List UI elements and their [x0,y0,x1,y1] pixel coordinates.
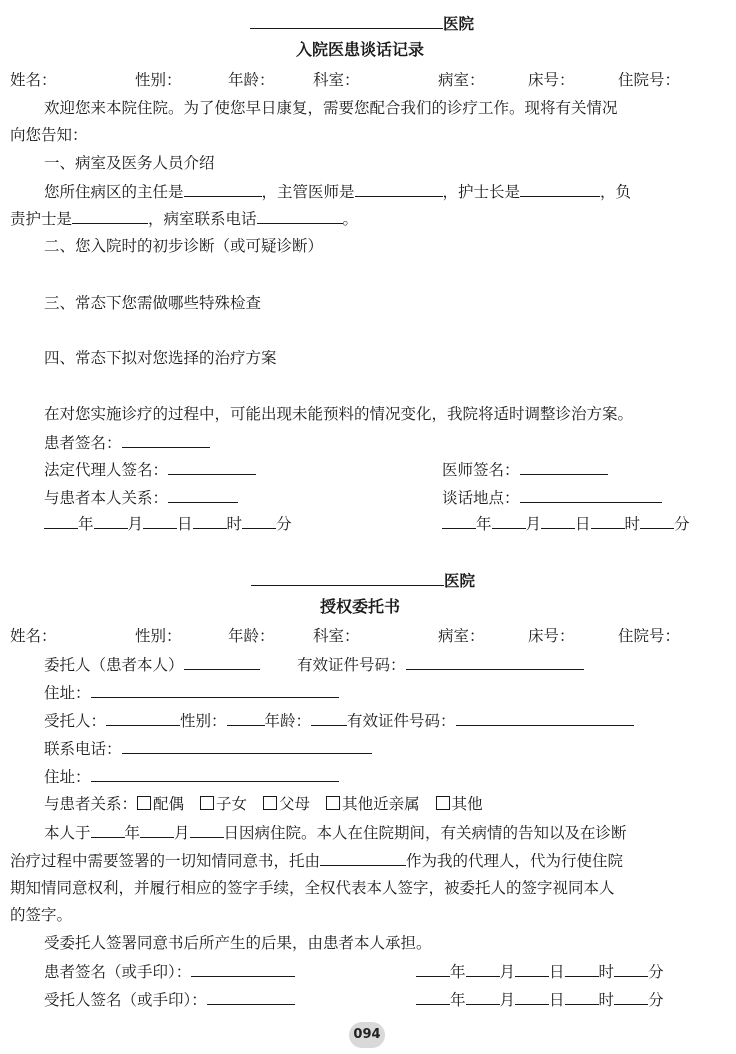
relation-options-row [44,794,483,814]
agent-name-blank[interactable] [106,710,180,726]
relation-blank[interactable] [168,487,238,503]
checkbox-icon[interactable] [263,796,277,810]
month-blank[interactable] [94,513,128,529]
relation-row [44,487,238,508]
section-1-heading: 一、病室及医务人员介绍 [44,154,215,172]
doctor-signature-row [442,459,608,480]
statement-line3: 期知情同意权利，并履行相应的签字手续，全权代表本人签字，被委托人的签字视同本人 [10,879,615,897]
field-name-label: 姓名： [10,71,57,89]
principal-label: 委托人（患者本人） [44,656,184,674]
patient-signature-label: 患者签名： [44,434,122,452]
field-ward-label: 病室： [438,627,485,645]
principal-id-row [297,654,584,675]
statement-prefix: 本人于 [44,824,91,842]
date-row-agent [416,989,664,1010]
hospital-suffix: 医院 [443,15,475,33]
year-label: 年 [450,963,466,981]
director-blank[interactable] [184,181,262,197]
minute-blank[interactable] [640,513,674,529]
checkbox-icon[interactable] [137,796,151,810]
date-row-patient [416,961,664,982]
minute-blank[interactable] [614,961,648,977]
adjustment-notice: 在对您实施诊疗的过程中，可能出现未能预料的情况变化，我院将适时调整诊治方案。 [44,405,634,423]
stmt-year-label: 年 [124,824,141,842]
year-blank[interactable] [44,513,78,529]
field-department-label: 科室： [313,71,360,89]
field-ward-label: 病室： [438,71,485,89]
agent-age-blank[interactable] [311,710,347,726]
head-nurse-blank[interactable] [520,181,600,197]
staff-period: 。 [342,210,359,228]
day-blank[interactable] [515,989,549,1005]
principal-row [44,654,260,675]
staff-intro-line2 [10,208,358,229]
authorization-title: 授权委托书 [320,597,401,616]
year-blank[interactable] [442,513,476,529]
option-children[interactable] [200,795,247,813]
field-admission-no-label: 住院号： [618,627,681,645]
ward-phone-blank[interactable] [257,208,343,224]
form-title: 入院医患谈话记录 [296,40,425,59]
year-blank[interactable] [416,961,450,977]
hospital-suffix-2: 医院 [444,572,476,590]
stmt-month-blank[interactable] [140,822,174,838]
option-other-relatives[interactable] [326,795,420,813]
stmt-year-blank[interactable] [91,822,125,838]
patient-signature-row [44,432,210,453]
option-spouse[interactable] [137,795,184,813]
agent-label: 受托人： [44,712,107,730]
talk-location-row [442,487,662,508]
principal-id-blank[interactable] [406,654,584,670]
hour-blank[interactable] [565,961,599,977]
option-parents[interactable] [263,795,310,813]
field-bed-label: 床号： [528,71,575,89]
welcome-paragraph-line2: 向您告知： [10,126,88,144]
agent-gender-blank[interactable] [227,710,265,726]
ward-phone-label: ，病室联系电话 [148,210,257,228]
field-name-label: 姓名： [10,627,57,645]
staff-director-label: 您所住病区的主任是 [44,183,184,201]
day-label: 日 [575,515,591,533]
patient-signature-label-2: 患者签名（或手印）： [44,963,192,981]
month-blank[interactable] [466,989,500,1005]
field-gender-label: 性别： [135,71,182,89]
principal-address-label: 住址： [44,684,91,702]
agent-address-label: 住址： [44,768,91,786]
minute-label: 分 [648,991,664,1009]
day-label: 日 [177,515,193,533]
option-label: 配偶 [153,795,185,813]
physician-blank[interactable] [355,181,443,197]
phone-blank[interactable] [122,738,372,754]
month-blank[interactable] [492,513,526,529]
statement-line2 [10,850,623,871]
section-2-heading: 二、您入院时的初步诊断（或可疑诊断） [44,237,324,255]
principal-blank[interactable] [184,654,260,670]
agent-address-row [44,766,339,787]
hospital-name-blank[interactable] [250,10,443,29]
patient-signature-blank-2[interactable] [191,961,295,977]
day-label: 日 [549,963,565,981]
doctor-signature-blank[interactable] [520,459,608,475]
stmt-day-blank[interactable] [190,822,224,838]
agent-signature-label: 受托人签名（或手印）： [44,991,207,1009]
minute-label: 分 [276,515,292,533]
agent-signature-row [44,989,295,1010]
relation-options-label: 与患者关系： [44,795,138,813]
year-label: 年 [476,515,492,533]
hour-label: 时 [624,515,641,533]
minute-label: 分 [674,515,690,533]
day-blank[interactable] [515,961,549,977]
minute-blank[interactable] [242,513,276,529]
welcome-paragraph-line1: 欢迎您来本院住院。为了使您早日康复，需要您配合我们的诊疗工作。现将有关情况 [44,99,618,117]
section-3-heading: 三、常态下您需做哪些特殊检查 [44,294,262,312]
day-blank[interactable] [143,513,177,529]
statement-line1 [44,822,627,843]
hour-blank[interactable] [193,513,227,529]
agent-address-blank[interactable] [91,766,339,782]
hour-label: 时 [598,991,615,1009]
hospital-name-line [250,10,474,34]
minute-label: 分 [648,963,664,981]
agent-gender-label: 性别： [180,712,227,730]
patient-signature-blank[interactable] [122,432,210,448]
guardian-signature-label: 法定代理人签名： [44,461,169,479]
month-label: 月 [525,515,542,533]
field-age-label: 年龄： [228,627,275,645]
phone-row [44,738,372,759]
doctor-signature-label: 医师签名： [442,461,520,479]
agent-id-blank[interactable] [456,710,634,726]
year-label: 年 [450,991,466,1009]
hospital-name-blank-2[interactable] [251,567,444,586]
option-label: 子女 [216,795,248,813]
field-admission-no-label: 住院号： [618,71,681,89]
talk-location-blank[interactable] [520,487,662,503]
relation-label: 与患者本人关系： [44,489,169,507]
agent-signature-blank[interactable] [207,989,295,1005]
agent-row [44,710,634,731]
section-4-heading: 四、常态下拟对您选择的治疗方案 [44,349,277,367]
option-other[interactable] [436,795,483,813]
date-row-left [44,513,292,534]
agent-id-label: 有效证件号码： [347,712,456,730]
month-label: 月 [499,991,516,1009]
field-department-label: 科室： [313,627,360,645]
nurse-blank[interactable] [72,208,148,224]
principal-address-row [44,682,339,703]
consequence-text: 受委托人签署同意书后所产生的后果，由患者本人承担。 [44,934,432,952]
staff-physician-label: ，主管医师是 [261,183,355,201]
staff-nurse-prefix: ，负 [600,183,632,201]
option-label: 父母 [279,795,311,813]
page-number: 094 [349,1022,385,1048]
talk-location-label: 谈话地点： [442,489,520,507]
option-label: 其他 [451,795,483,813]
year-blank[interactable] [416,989,450,1005]
hour-label: 时 [226,515,243,533]
month-label: 月 [499,963,516,981]
statement-line2-tail: 作为我的代理人，代为行使住院 [406,852,624,870]
guardian-signature-blank[interactable] [168,459,256,475]
month-blank[interactable] [466,961,500,977]
month-label: 月 [127,515,144,533]
patient-signature-row-2 [44,961,295,982]
option-label: 其他近亲属 [342,795,420,813]
date-row-right [442,513,690,534]
guardian-signature-row [44,459,256,480]
field-age-label: 年龄： [228,71,275,89]
year-label: 年 [78,515,94,533]
hospital-name-line-2 [251,567,475,591]
statement-line4: 的签字。 [10,906,73,924]
day-blank[interactable] [541,513,575,529]
checkbox-icon[interactable] [326,796,340,810]
staff-head-nurse-label: ，护士长是 [442,183,521,201]
hour-blank[interactable] [591,513,625,529]
stmt-day-text: 日因病住院。本人在住院期间，有关病情的告知以及在诊断 [223,824,627,842]
stmt-month-label: 月 [174,824,190,842]
statement-line2-text: 治疗过程中需要签署的一切知情同意书，托由 [10,852,321,870]
hour-blank[interactable] [565,989,599,1005]
checkbox-icon[interactable] [200,796,214,810]
checkbox-icon[interactable] [436,796,450,810]
hour-label: 时 [598,963,615,981]
staff-nurse-label: 责护士是 [10,210,73,228]
field-gender-label: 性别： [135,627,182,645]
principal-id-label: 有效证件号码： [297,656,406,674]
minute-blank[interactable] [614,989,648,1005]
day-label: 日 [549,991,565,1009]
staff-intro-line1 [44,181,631,202]
field-bed-label: 床号： [528,627,575,645]
phone-label: 联系电话： [44,740,122,758]
agent-designate-blank[interactable] [320,850,406,866]
principal-address-blank[interactable] [91,682,339,698]
agent-age-label: 年龄： [264,712,312,730]
